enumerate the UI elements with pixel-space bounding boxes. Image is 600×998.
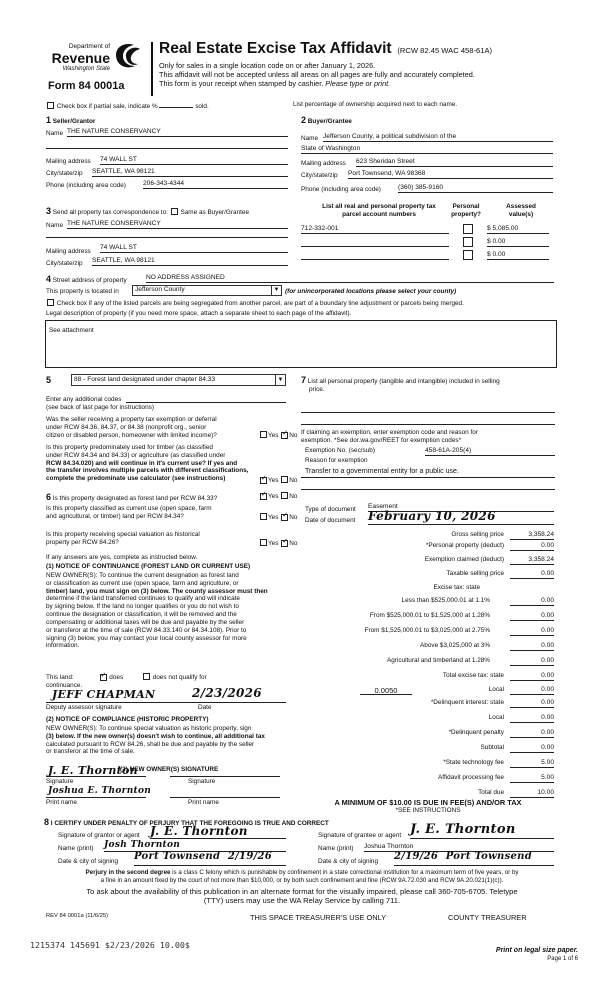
parcel-personal-checkbox[interactable] <box>463 250 473 260</box>
seller-city-label: City/state/zip <box>46 170 83 177</box>
tax-row <box>300 612 556 623</box>
section6-q3-answer <box>259 539 297 548</box>
seller-phone-label: Phone (including area code) <box>46 182 126 189</box>
exemption-reason-line <box>301 477 555 478</box>
buyer-city-label: City/state/zip <box>301 172 338 179</box>
buyer-city-field[interactable]: Port Townsend, WA 98368 <box>348 170 553 179</box>
correspondence-heading-num: 3 <box>46 206 52 216</box>
form-title: Real Estate Excise Tax Affidavit <box>159 40 392 57</box>
partial-sale-checkbox[interactable] <box>47 102 54 109</box>
treasurer-use-only: THIS SPACE TREASURER'S USE ONLY <box>250 913 387 922</box>
parcel-col-personal <box>446 203 486 219</box>
notice-line: information. <box>46 642 80 650</box>
additional-codes-note: (see back of last page for instructions) <box>46 404 154 411</box>
tax-row-value[interactable]: 0.00 <box>510 570 554 579</box>
buyer-phone-field[interactable]: (360) 385-9160 <box>398 184 553 193</box>
no-label: No <box>289 540 298 547</box>
tax-row-label: Affidavit processing fee <box>438 774 504 781</box>
tax-row-value[interactable]: 0.00 <box>510 744 554 753</box>
tax-row-value[interactable]: 0.00 <box>510 729 554 738</box>
grantee-sig-label: Signature of grantee or agent <box>318 832 402 839</box>
tax-row-value[interactable]: 0.00 <box>510 612 554 621</box>
tax-row-value[interactable]: 0.00 <box>510 542 554 551</box>
section5-q1 <box>46 416 261 439</box>
header-note-3-emph: Please type or print. <box>325 79 391 88</box>
notice-line: continue the designation or classification, it will be removed and the <box>46 611 237 619</box>
buyer-name-field-2[interactable]: State of Washington <box>301 145 553 154</box>
notice-line: or transferor at the time of sale. <box>46 748 135 756</box>
buyer-phone-label: Phone (including area code) <box>301 186 381 193</box>
property-street-row <box>46 274 127 285</box>
grantee-name-label: Name (print) <box>318 845 354 852</box>
segregated-checkbox[interactable] <box>47 299 54 306</box>
tax-row <box>300 531 556 542</box>
exemption-text <box>301 429 478 445</box>
tax-row-label: *Personal property (deduct) <box>425 542 504 549</box>
page-number: Page 1 of 6 <box>547 956 578 962</box>
notice-line: calculated pursuant to RCW 84.26, shall be due and payable by the seller <box>46 740 255 748</box>
new-owner-sig-title: (3) NEW OWNER(S) SIGNATURE <box>120 766 219 773</box>
partial-sale-text: Check box if partial sale, indicate % <box>56 103 158 110</box>
rev-code: REV 84 0001a (11/6/25) <box>46 913 109 919</box>
section7-text: List all personal property (tangible and intangible) included in selling <box>307 378 500 385</box>
tax-row-label: Taxable selling price <box>446 570 504 577</box>
certify-text: I CERTIFY UNDER PENALTY OF PERJURY THAT THE FOREGOING IS TRUE AND CORRECT <box>50 820 329 827</box>
section7-heading <box>301 375 556 394</box>
assessor-signature[interactable]: JEFF CHAPMAN <box>52 688 156 701</box>
section6-q1-yes-checkbox[interactable] <box>260 493 267 500</box>
exemption-reason-label: Reason for exemption <box>305 457 368 464</box>
buyer-name-label: Name <box>301 135 319 142</box>
seller-name-line-2 <box>46 148 288 149</box>
land-does-not-checkbox[interactable] <box>143 673 150 680</box>
owner-sig-line <box>170 776 280 777</box>
county-note: (for unincorporated locations please select your county) <box>285 288 457 295</box>
dept-of-text: Department of <box>68 43 110 50</box>
buyer-heading <box>301 115 352 126</box>
header-note-3-text: This form is your receipt when stamped by cashier. <box>159 79 326 88</box>
doc-type-field[interactable]: Easement <box>368 503 554 512</box>
additional-codes-label: Enter any additional codes <box>46 396 122 403</box>
see-instructions-note: *SEE INSTRUCTIONS <box>395 807 461 814</box>
tax-row <box>300 584 556 595</box>
ownership-note: List percentage of ownership acquired next to each name. <box>293 101 458 108</box>
yes-label: Yes <box>268 477 279 484</box>
land-does-not-label: does not qualify for <box>152 674 207 681</box>
property-street-field[interactable]: NO ADDRESS ASSIGNED <box>146 274 554 283</box>
grantor-sig-label: Signature of grantor or agent <box>58 832 140 839</box>
parcel-account-field[interactable] <box>301 238 449 247</box>
owner-print-line <box>170 797 280 798</box>
property-located-label: This property is located in <box>46 288 119 295</box>
section6-q2-answer <box>259 513 297 522</box>
seller-name-label: Name <box>46 130 64 137</box>
tax-row <box>300 714 556 725</box>
tax-row-label: Total due <box>478 789 504 796</box>
land-does-label: does <box>109 674 124 681</box>
no-label: No <box>289 493 298 500</box>
tax-row-value[interactable]: 0.00 <box>510 597 554 606</box>
seller-phone-field[interactable]: 206-343-4344 <box>143 180 288 189</box>
notice-continuance-title: (1) NOTICE OF CONTINUANCE (FOREST LAND OR CURRENT USE) <box>46 563 251 570</box>
grantor-date-city-field[interactable]: Port Townsend 2/19/26 <box>134 851 286 866</box>
grantee-date-city-field[interactable]: 2/19/26 Port Townsend <box>394 851 554 866</box>
section5-q2-line5: complete the predominate use calculator (see instructions) <box>46 475 226 483</box>
tax-row <box>300 672 556 683</box>
doc-date-field[interactable]: February 10, 2026 <box>368 510 554 525</box>
legal-description-field[interactable] <box>45 320 557 368</box>
section5-q1-yes-checkbox[interactable] <box>260 431 267 438</box>
section5-q1-line1: Was the seller receiving a property tax exemption or deferral <box>46 416 217 423</box>
perjury-text: is a class C felony which is punishable by confinement in a state correctional institution for a maximum term of five years, or by <box>170 869 519 876</box>
section5-q2-line2: under RCW 84.34 and 84.33) or agriculture (as classified under <box>46 451 226 459</box>
corr-city-label: City/state/zip <box>46 260 83 267</box>
same-as-buyer-label: Same as Buyer/Grantee <box>180 209 250 216</box>
header-note-3 <box>159 80 390 89</box>
tax-row <box>300 627 556 638</box>
tax-row-value[interactable]: 10.00 <box>510 789 554 798</box>
accessibility-line-2: (TTY) users may use the WA Relay Service by calling 711. <box>203 896 401 906</box>
tax-row <box>300 642 556 653</box>
section8-heading-num: 8 <box>44 817 50 827</box>
notice-compliance-title: (2) NOTICE OF COMPLIANCE (HISTORIC PROPERTY) <box>46 716 209 723</box>
dept-state-text: Washington State <box>62 66 110 72</box>
tax-row-value[interactable]: 3,358.24 <box>510 556 554 565</box>
tax-row <box>300 597 556 608</box>
notice-line: or transferor at the time of sale (RCW 84.33.140 or 84.34.108). Prior to <box>46 626 247 634</box>
exemption-no-label: Exemption No. (sec/sub) <box>305 447 375 454</box>
exemption-text-1: If claiming an exemption, enter exemption code and reason for <box>301 429 478 436</box>
exemption-no-field[interactable]: 458-61A-205(4) <box>425 447 555 456</box>
grantor-date-city-label: Date & city of signing <box>58 858 119 865</box>
tax-row-value[interactable]: 0.00 <box>510 714 554 723</box>
corr-city-field[interactable]: SEATTLE, WA 98121 <box>92 257 288 266</box>
legal-description-text: See attachment <box>49 327 94 334</box>
section7-heading-num: 7 <box>301 375 307 385</box>
tax-row <box>300 744 556 755</box>
land-label: This land: <box>46 674 74 681</box>
grantee-signature[interactable]: J. E. Thornton <box>410 822 554 839</box>
section5-code-select[interactable] <box>71 374 286 386</box>
seller-name-field[interactable]: THE NATURE CONSERVANCY <box>67 128 288 137</box>
assessor-sig-line <box>46 702 286 703</box>
section5-q1-line2: under RCW 84.36, 84.37, or 84.38 (nonprofit org., senior <box>46 423 207 431</box>
perjury-line-1 <box>34 869 570 877</box>
header-divider <box>151 42 153 96</box>
tax-row-value[interactable]: 3,358.24 <box>510 531 554 540</box>
grantor-signature[interactable]: J. E. Thornton <box>150 824 286 839</box>
parcel-value-field[interactable]: $ 0.00 <box>487 251 549 260</box>
new-owner-signature[interactable]: J. E. Thornton <box>48 764 138 777</box>
notice-line: NEW OWNER(S): To continue special valuation as historic property, sign <box>46 725 252 732</box>
buyer-name-field-1[interactable]: Jefferson County, a political subdivision of the <box>323 133 553 142</box>
tax-row-label: *Delinquent interest: state <box>430 699 504 706</box>
tax-row-value[interactable]: 0.00 <box>510 642 554 651</box>
parcel-col-assessed-line1: Assessed <box>506 203 536 210</box>
buyer-mailing-label: Mailing address <box>301 160 346 167</box>
parcel-row <box>301 251 556 263</box>
corr-name-line-2 <box>46 237 288 238</box>
section6-q2-yes-checkbox[interactable] <box>260 513 267 520</box>
tax-row-label: From $525,000.01 to $1,525,000 at 1.28% <box>369 612 490 619</box>
header-note-1: Only for sales in a single location code on or after January 1, 2026. <box>159 61 376 70</box>
land-does-checkbox[interactable] <box>100 674 107 681</box>
tax-row-value[interactable]: 0.00 <box>510 699 554 708</box>
section6-q2-line1: Is this property classified as current use (open space, farm <box>46 505 212 512</box>
exemption-reason-line <box>301 489 555 490</box>
notice-line: signing (3) below, you may contact your local county assessor for more <box>46 634 247 642</box>
no-label: No <box>289 432 298 439</box>
section5-q2-line4: the transfer involves multiple parcels with different classifications, <box>46 467 249 475</box>
segregated-text: Check box if any of the listed parcels are being segregated from another parcel, are part of a boundary line adjustment or parcels being merged. <box>56 300 464 307</box>
county-select-value: Jefferson County <box>135 286 185 293</box>
tax-row-label: *State technology fee <box>443 759 504 766</box>
notice-line: NEW OWNER(S): To continue the current designation as forest land <box>46 572 239 579</box>
section6-q1-answer <box>259 492 297 501</box>
notice-line: compensating or additional taxes will be due and payable by the seller <box>46 618 245 626</box>
wa-flag-logo-icon <box>112 40 142 70</box>
legal-description-label: Legal description of property (if you need more space, attach a separate sheet to each page of the affidavit). <box>46 310 352 317</box>
section5-q1-answer <box>259 431 297 440</box>
buyer-mailing-field[interactable]: 623 Sheridan Street <box>356 158 553 167</box>
section5-code-value: 88 - Forest land designated under chapter 84.33 <box>74 376 216 383</box>
segregated-row <box>46 299 464 308</box>
seller-heading-num: 1 <box>46 115 52 125</box>
parcel-value-field[interactable]: $ 5,085.00 <box>487 225 549 234</box>
tax-row <box>300 774 556 785</box>
corr-mailing-label: Mailing address <box>46 248 91 255</box>
no-label: No <box>289 477 298 484</box>
receipt-stamp: 1215374 145691 $2/23/2026 10.00$ <box>30 940 190 950</box>
section6-q1 <box>46 492 217 503</box>
section6-heading-num: 6 <box>46 492 52 502</box>
county-select[interactable] <box>132 285 282 296</box>
notice-continuance-body <box>46 572 286 650</box>
deputy-assessor-label: Deputy assessor signature <box>46 704 122 711</box>
correspondence-text: Send all property tax correspondence to: <box>52 209 168 216</box>
form-title-row <box>159 40 492 59</box>
corr-mailing-field[interactable]: 74 WALL ST <box>100 244 288 253</box>
section6-q1-text: Is this property designated as forest land per RCW 84.33? <box>52 495 218 502</box>
parcel-row <box>301 225 556 237</box>
tax-row-label: Exemption claimed (deduct) <box>424 556 504 563</box>
form-title-ref: (RCW 82.45 WAC 458-61A) <box>397 46 493 55</box>
parcel-col-personal-line1: Personal <box>452 203 480 210</box>
county-treasurer-label: COUNTY TREASURER <box>448 913 527 922</box>
tax-row <box>300 570 556 581</box>
section6-note: If any answers are yes, complete as instructed below. <box>46 554 198 561</box>
tax-row-value[interactable]: 5.00 <box>510 759 554 768</box>
owner-print-label-2: Print name <box>188 799 219 806</box>
grantee-name-field[interactable]: Joshua Thornton <box>364 843 554 852</box>
section6-q2-line2: and agricultural, or timber) land per RCW 84.34? <box>46 512 184 520</box>
owner-sig-label: Signature <box>46 778 74 785</box>
tax-row <box>300 542 556 553</box>
tax-row-label: Local <box>488 714 504 721</box>
section5-q2-answer <box>259 476 297 485</box>
section6-q2 <box>46 505 212 521</box>
grantee-date-city-label: Date & city of signing <box>318 858 379 865</box>
section5-q1-line3: citizen or disabled person, homeowner with limited income)? <box>46 431 217 439</box>
buyer-heading-num: 2 <box>301 115 307 125</box>
chevron-down-icon[interactable]: ▼ <box>275 375 285 385</box>
parcel-col-assessed <box>493 203 549 219</box>
yes-label: Yes <box>268 493 279 500</box>
seller-mailing-field[interactable]: 74 WALL ST <box>100 156 288 165</box>
section5-q2-no-checkbox[interactable] <box>281 476 288 483</box>
yes-label: Yes <box>268 514 279 521</box>
tax-row-value[interactable]: 0.00 <box>510 672 554 681</box>
parcel-personal-checkbox[interactable] <box>463 224 473 234</box>
seller-heading-text: Seller/Grantor <box>52 118 96 125</box>
section5-q2-yes-checkbox[interactable] <box>260 477 267 484</box>
section5-q1-no-checkbox[interactable] <box>281 432 288 439</box>
tax-row-label: *Delinquent penalty <box>448 729 504 736</box>
parcel-col-accounts-line2: parcel account numbers <box>342 210 416 218</box>
partial-sale-sold-text: sold. <box>195 103 209 110</box>
doc-date-label: Date of document <box>305 517 356 524</box>
notice-line: by signing below. If the land no longer qualifies or you do not wish to <box>46 603 239 611</box>
continuance-label: continuance. <box>46 682 83 689</box>
section6-q1-no-checkbox[interactable] <box>281 492 288 499</box>
land-qualify-row <box>46 673 207 682</box>
tax-row <box>300 699 556 710</box>
tax-row <box>300 686 556 697</box>
seller-city-field[interactable]: SEATTLE, WA 98121 <box>92 168 288 177</box>
corr-name-label: Name <box>46 222 64 229</box>
perjury-notice <box>34 869 570 884</box>
perjury-emph: Perjury in the second degree <box>85 869 171 876</box>
owner-sig-label-2: Signature <box>188 778 216 785</box>
assessor-date-label: Date <box>198 704 212 711</box>
additional-codes-field[interactable] <box>126 394 286 403</box>
dept-revenue-text: Revenue <box>51 50 110 66</box>
tax-row-label: Local <box>488 686 504 693</box>
seller-heading <box>46 115 95 126</box>
section5-q2-line1: Is this property predominately used for timber (as classified <box>46 444 213 451</box>
buyer-heading-text: Buyer/Grantee <box>307 118 352 125</box>
owner-print-line <box>46 797 146 798</box>
section5-q2-line3: RCW 84.34.020) and will continue in it's current use? If yes and <box>46 459 238 467</box>
tax-row-label: Gross selling price <box>451 531 504 538</box>
yes-label: Yes <box>268 432 279 439</box>
tax-row <box>300 729 556 740</box>
local-rate-field[interactable]: 0.0050 <box>360 686 412 695</box>
section6-q3-yes-checkbox[interactable] <box>260 539 267 546</box>
minimum-due-note: A MINIMUM OF $10.00 IS DUE IN FEE(S) AND/OR TAX <box>334 798 522 807</box>
tax-row-label: Subtotal <box>480 744 504 751</box>
notice-line: timber) land, you must sign on (3) below. The county assessor must then <box>46 587 268 595</box>
notice-compliance-body <box>46 725 286 756</box>
section6-q3-no-checkbox[interactable] <box>281 540 288 547</box>
accessibility-notice <box>34 887 570 906</box>
correspondence-heading <box>46 206 249 217</box>
section6-q3-line2: property per RCW 84.26? <box>46 538 119 546</box>
tax-row-label: Total excise tax: state <box>442 672 504 679</box>
exemption-reason-field[interactable]: Transfer to a governmental entity for a public use. <box>305 468 459 475</box>
personal-property-line <box>301 412 555 413</box>
owner-print-label: Print name <box>46 799 77 806</box>
form-number: Form 84 0001a <box>48 80 125 92</box>
tax-row-value[interactable]: 0.00 <box>510 686 554 695</box>
section5-heading-num: 5 <box>46 375 52 385</box>
grantor-name-field[interactable]: Josh Thornton <box>104 840 286 852</box>
legal-size-note: Print on legal size paper. <box>495 947 578 954</box>
owner-print-name[interactable]: Joshua E. Thornton <box>48 786 152 796</box>
tax-row-label: Less than $525,000.01 at 1.1% <box>401 597 490 604</box>
notice-line: or classification as current use (open space, farm and agriculture, or <box>46 579 239 587</box>
assessor-date[interactable]: 2/23/2026 <box>192 686 262 700</box>
no-label: No <box>289 514 298 521</box>
owner-sig-line <box>46 776 146 777</box>
tax-row-label: Excise tax: state <box>433 584 480 591</box>
doc-type-label: Type of document <box>305 506 356 513</box>
tax-row <box>300 657 556 668</box>
tax-row-value[interactable]: 0.00 <box>510 657 554 666</box>
tax-row <box>300 556 556 567</box>
dor-logo <box>38 40 148 98</box>
header-note-2: This affidavit will not be accepted unless all areas on all pages are fully and accurately completed. <box>159 70 475 79</box>
yes-label: Yes <box>268 540 279 547</box>
parcel-value-field[interactable]: $ 0.00 <box>487 238 549 247</box>
parcel-account-field[interactable]: 712-332-001 <box>301 225 449 234</box>
tax-row-value[interactable]: 0.00 <box>510 627 554 636</box>
partial-sale-percent-field[interactable] <box>159 101 193 108</box>
section7-text-2: price. <box>309 385 325 393</box>
property-heading-num: 4 <box>46 274 52 284</box>
tax-row-label: From $1,525,000.01 to $3,025,000 at 2.75% <box>364 627 490 634</box>
corr-name-field[interactable]: THE NATURE CONSERVANCY <box>67 220 288 229</box>
partial-sale-row <box>46 101 209 111</box>
perjury-line-2: a fine in an amount fixed by the court of not more than $10,000, or by both such confinement and fine (RCW 9A.72.030 and RCW 9A.20.021(1)(c)). <box>100 876 504 884</box>
parcel-col-accounts <box>308 203 450 219</box>
section6-q3 <box>46 531 200 547</box>
section6-q3-line1: Is this property receiving special valuation as historical <box>46 531 200 538</box>
parcel-personal-checkbox[interactable] <box>463 237 473 247</box>
parcel-col-personal-line2: property? <box>451 210 481 218</box>
same-as-buyer-checkbox[interactable] <box>171 208 178 215</box>
tax-row-label: Agricultural and timberland at 1.28% <box>386 657 490 664</box>
parcel-col-accounts-line1: List all real and personal property tax <box>322 203 436 210</box>
exemption-text-2: exemption. *See dor.wa.gov/REET for exemption codes* <box>301 436 462 444</box>
tax-row-label: Above $3,025,000 at 3% <box>420 642 490 649</box>
notice-line: determine if the land transferred continues to qualify and will indicate <box>46 595 240 603</box>
accessibility-line-1: To ask about the availability of this publication in an alternate format for the visually impaired, please call 360-705-6705. Teletype <box>86 887 518 896</box>
property-street-label: Street address of property <box>52 277 127 284</box>
notice-line: (3) below. If the new owner(s) doesn't wish to continue, all additional tax <box>46 732 265 740</box>
section6-q2-no-checkbox[interactable] <box>281 514 288 521</box>
parcel-col-assessed-line2: value(s) <box>508 210 534 218</box>
chevron-down-icon[interactable]: ▼ <box>271 286 281 295</box>
tax-row <box>300 759 556 770</box>
tax-row-value[interactable]: 5.00 <box>510 774 554 783</box>
grantor-name-label: Name (print) <box>58 845 94 852</box>
parcel-row <box>301 238 556 250</box>
parcel-account-field[interactable] <box>301 251 449 260</box>
section5-q2 <box>46 444 261 483</box>
personal-property-line <box>301 424 555 425</box>
seller-mailing-label: Mailing address <box>46 158 91 165</box>
